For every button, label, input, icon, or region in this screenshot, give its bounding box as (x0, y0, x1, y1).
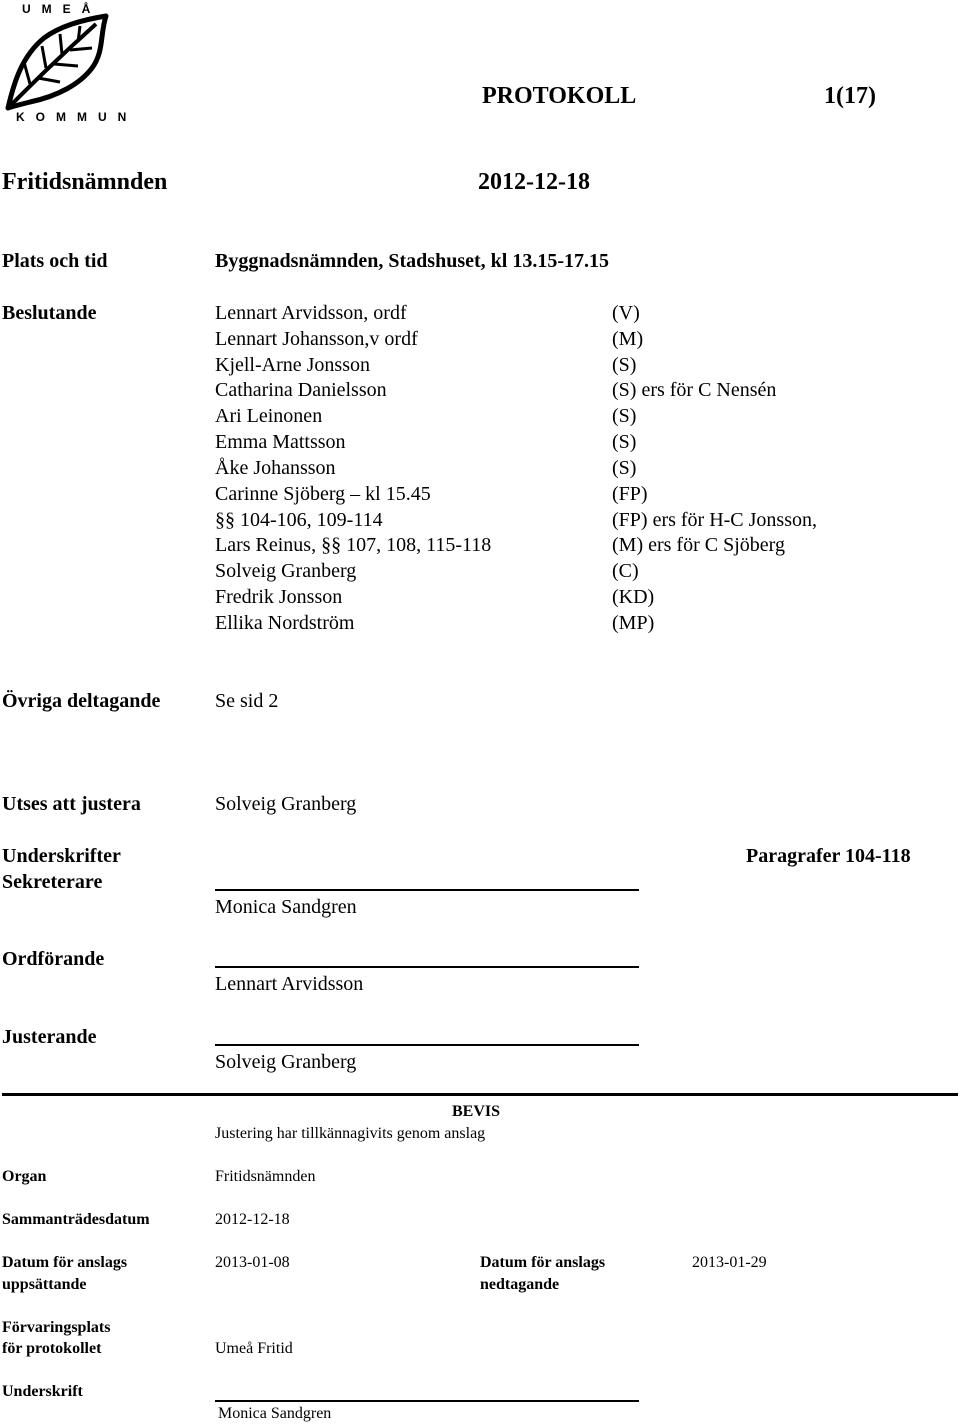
member-party: (M) (612, 328, 644, 350)
member-party: (S) (612, 405, 637, 427)
proof-signature-line (215, 1400, 639, 1402)
meeting-date: 2012-12-18 (478, 169, 590, 195)
page-number: 1(17) (824, 83, 876, 109)
chair-signature-line (215, 966, 639, 968)
meeting-date-label: Sammanträdesdatum (2, 1211, 150, 1228)
adjuster-signature-label: Justerande (2, 1026, 97, 1048)
adjuster-signature-line (215, 1044, 639, 1046)
adjuster-value: Solveig Granberg (215, 793, 357, 815)
secretary-label: Sekreterare (2, 871, 103, 893)
committee-name: Fritidsnämnden (2, 169, 168, 195)
member-name: Ari Leinonen (215, 405, 323, 427)
storage-value: Umeå Fritid (215, 1340, 293, 1357)
member-party: (S) (612, 457, 637, 479)
member-party: (FP) (612, 483, 648, 505)
storage-label-line2: för protokollet (2, 1340, 102, 1357)
signature-label: Underskrift (2, 1383, 83, 1400)
member-name: §§ 104-106, 109-114 (215, 509, 383, 531)
member-party: (KD) (612, 586, 655, 608)
removed-date-label-line1: Datum för anslags (480, 1254, 606, 1271)
removed-date-value: 2013-01-29 (692, 1254, 767, 1271)
others-value: Se sid 2 (215, 690, 279, 712)
storage-label-line1: Förvaringsplats (2, 1319, 111, 1336)
proof-subtitle: Justering har tillkännagivits genom anslag (215, 1125, 486, 1142)
document-type: PROTOKOLL (482, 83, 637, 109)
member-name: Ellika Nordström (215, 612, 355, 634)
secretary-signature-line (215, 889, 639, 891)
proof-title: BEVIS (452, 1103, 501, 1120)
member-party: (S) ers för C Nensén (612, 379, 777, 401)
section-divider (2, 1093, 958, 1096)
member-name: Åke Johansson (215, 457, 336, 479)
removed-date-label-line2: nedtagande (480, 1276, 560, 1293)
secretary-name: Monica Sandgren (215, 896, 357, 918)
member-name: Lars Reinus, §§ 107, 108, 115-118 (215, 534, 492, 556)
signature-name: Monica Sandgren (218, 1405, 332, 1422)
adjuster-label: Utses att justera (2, 793, 141, 815)
member-party: (S) (612, 354, 637, 376)
umea-kommun-logo (0, 0, 138, 128)
member-name: Kjell-Arne Jonsson (215, 354, 370, 376)
chair-label: Ordförande (2, 948, 105, 970)
member-party: (S) (612, 431, 637, 453)
member-name: Carinne Sjöberg – kl 15.45 (215, 483, 431, 505)
meeting-date-value: 2012-12-18 (215, 1211, 290, 1228)
organ-value: Fritidsnämnden (215, 1168, 316, 1185)
leaf-icon (0, 12, 112, 112)
member-name: Fredrik Jonsson (215, 586, 343, 608)
organ-label: Organ (2, 1168, 47, 1185)
posted-date-label-line1: Datum för anslags (2, 1254, 128, 1271)
member-party: (FP) ers för H-C Jonsson, (612, 509, 817, 531)
logo-top-text: UMEÅ (22, 2, 102, 16)
signatures-label: Underskrifter (2, 845, 121, 867)
member-name: Lennart Johansson,v ordf (215, 328, 418, 350)
member-party: (MP) (612, 612, 655, 634)
posted-date-label-line2: uppsättande (2, 1276, 87, 1293)
member-party: (M) ers för C Sjöberg (612, 534, 785, 556)
member-name: Catharina Danielsson (215, 379, 387, 401)
place-label: Plats och tid (2, 250, 108, 272)
member-name: Lennart Arvidsson, ordf (215, 302, 407, 324)
member-party: (C) (612, 560, 639, 582)
posted-date-value: 2013-01-08 (215, 1254, 290, 1271)
others-label: Övriga deltagande (2, 690, 161, 712)
decision-makers-label: Beslutande (2, 302, 97, 324)
member-party: (V) (612, 302, 640, 324)
place-value: Byggnadsnämnden, Stadshuset, kl 13.15-17.15 (215, 250, 609, 272)
logo-bottom-text: KOMMUN (16, 110, 138, 124)
chair-name: Lennart Arvidsson (215, 973, 364, 995)
adjuster-name: Solveig Granberg (215, 1051, 357, 1073)
member-name: Solveig Granberg (215, 560, 357, 582)
paragraphs-range: Paragrafer 104-118 (746, 845, 911, 867)
member-name: Emma Mattsson (215, 431, 346, 453)
